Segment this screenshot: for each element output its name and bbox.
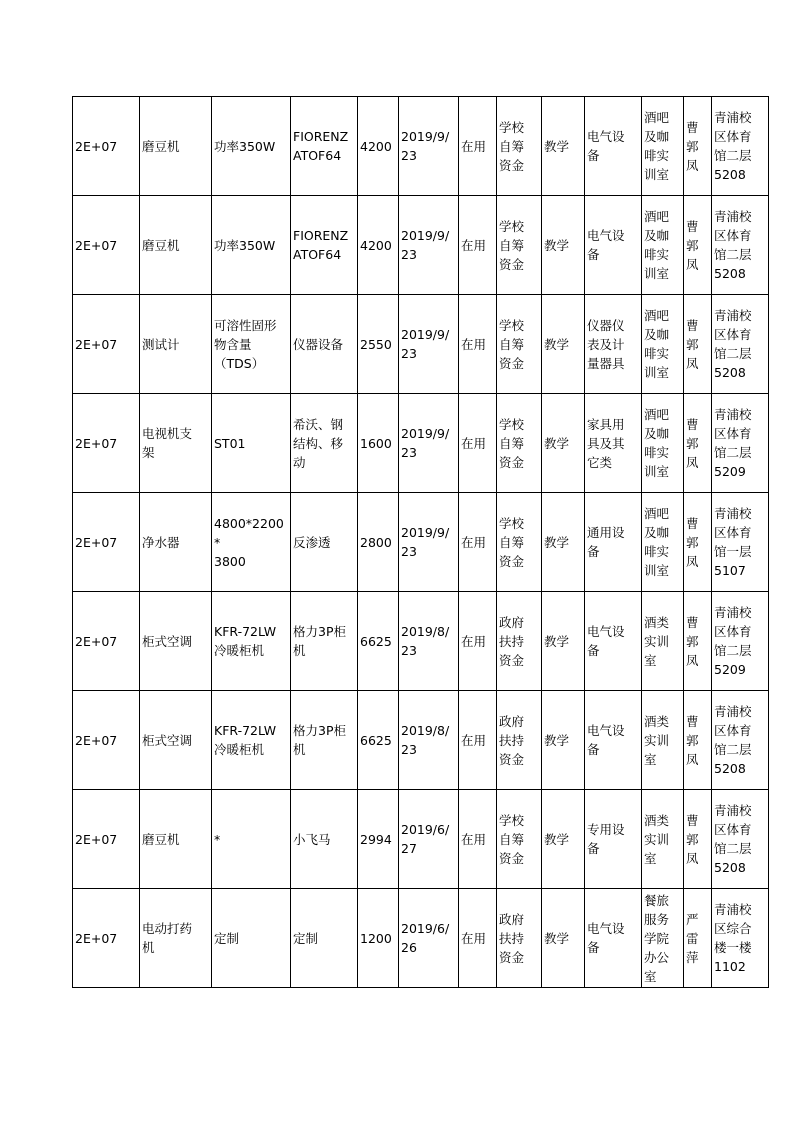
category-cell: 电气设 备 <box>585 889 642 988</box>
location-cell: 青浦校 区体育 馆二层 5208 <box>712 97 769 196</box>
status-cell: 在用 <box>459 295 497 394</box>
category-cell: 电气设 备 <box>585 196 642 295</box>
asset-name-cell: 电视机支 架 <box>140 394 212 493</box>
spec-cell: KFR-72LW 冷暖柜机 <box>212 691 291 790</box>
status-cell: 在用 <box>459 196 497 295</box>
usage-cell: 教学 <box>542 196 585 295</box>
category-cell: 电气设 备 <box>585 592 642 691</box>
status-cell: 在用 <box>459 691 497 790</box>
location-cell: 青浦校 区体育 馆二层 5208 <box>712 691 769 790</box>
category-cell: 电气设 备 <box>585 97 642 196</box>
usage-cell: 教学 <box>542 394 585 493</box>
table-row <box>73 691 769 790</box>
asset-code-cell: 2E+07 <box>73 196 140 295</box>
asset-name-cell: 测试计 <box>140 295 212 394</box>
location-cell: 青浦校 区综合 楼一楼 1102 <box>712 889 769 988</box>
asset-code-cell: 2E+07 <box>73 97 140 196</box>
asset-code-cell: 2E+07 <box>73 394 140 493</box>
spec-cell: * <box>212 790 291 889</box>
category-cell: 电气设 备 <box>585 691 642 790</box>
department-cell: 酒类 实训 室 <box>642 691 684 790</box>
asset-code-cell: 2E+07 <box>73 790 140 889</box>
location-cell: 青浦校 区体育 馆一层 5107 <box>712 493 769 592</box>
purchase-date-cell: 2019/9/ 23 <box>399 295 459 394</box>
funding-source-cell: 政府 扶持 资金 <box>497 691 542 790</box>
department-cell: 酒吧 及咖 啡实 训室 <box>642 295 684 394</box>
asset-name-cell: 电动打药 机 <box>140 889 212 988</box>
status-cell: 在用 <box>459 493 497 592</box>
status-cell: 在用 <box>459 889 497 988</box>
category-cell: 通用设 备 <box>585 493 642 592</box>
asset-code-cell: 2E+07 <box>73 295 140 394</box>
spec-cell: 4800*2200* 3800 <box>212 493 291 592</box>
location-cell: 青浦校 区体育 馆二层 5209 <box>712 592 769 691</box>
keeper-cell: 曹 郭 凤 <box>684 295 712 394</box>
table-row <box>73 196 769 295</box>
asset-name-cell: 磨豆机 <box>140 790 212 889</box>
purchase-date-cell: 2019/9/ 23 <box>399 394 459 493</box>
purchase-date-cell: 2019/8/ 23 <box>399 691 459 790</box>
usage-cell: 教学 <box>542 493 585 592</box>
table-row <box>73 592 769 691</box>
table-row <box>73 493 769 592</box>
spec-cell: 功率350W <box>212 196 291 295</box>
spec-cell: ST01 <box>212 394 291 493</box>
price-cell: 1600 <box>358 394 399 493</box>
model-cell: 反渗透 <box>291 493 358 592</box>
keeper-cell: 曹 郭 凤 <box>684 691 712 790</box>
spec-cell: 功率350W <box>212 97 291 196</box>
funding-source-cell: 学校 自筹 资金 <box>497 493 542 592</box>
model-cell: FIORENZ ATOF64 <box>291 97 358 196</box>
department-cell: 酒吧 及咖 啡实 训室 <box>642 493 684 592</box>
asset-code-cell: 2E+07 <box>73 493 140 592</box>
funding-source-cell: 学校 自筹 资金 <box>497 394 542 493</box>
asset-name-cell: 磨豆机 <box>140 196 212 295</box>
location-cell: 青浦校 区体育 馆二层 5208 <box>712 790 769 889</box>
department-cell: 酒吧 及咖 啡实 训室 <box>642 97 684 196</box>
location-cell: 青浦校 区体育 馆二层 5208 <box>712 295 769 394</box>
keeper-cell: 曹 郭 凤 <box>684 592 712 691</box>
keeper-cell: 曹 郭 凤 <box>684 493 712 592</box>
model-cell: FIORENZ ATOF64 <box>291 196 358 295</box>
table-row <box>73 97 769 196</box>
location-cell: 青浦校 区体育 馆二层 5208 <box>712 196 769 295</box>
price-cell: 4200 <box>358 97 399 196</box>
keeper-cell: 曹 郭 凤 <box>684 790 712 889</box>
model-cell: 仪器设备 <box>291 295 358 394</box>
table-row <box>73 889 769 988</box>
table-row <box>73 295 769 394</box>
price-cell: 6625 <box>358 691 399 790</box>
department-cell: 酒类 实训 室 <box>642 790 684 889</box>
asset-name-cell: 柜式空调 <box>140 691 212 790</box>
asset-table-body <box>73 97 769 988</box>
asset-code-cell: 2E+07 <box>73 889 140 988</box>
purchase-date-cell: 2019/8/ 23 <box>399 592 459 691</box>
price-cell: 2994 <box>358 790 399 889</box>
asset-code-cell: 2E+07 <box>73 691 140 790</box>
category-cell: 专用设 备 <box>585 790 642 889</box>
department-cell: 酒吧 及咖 啡实 训室 <box>642 394 684 493</box>
asset-name-cell: 净水器 <box>140 493 212 592</box>
usage-cell: 教学 <box>542 592 585 691</box>
model-cell: 格力3P柜 机 <box>291 691 358 790</box>
usage-cell: 教学 <box>542 691 585 790</box>
department-cell: 酒类 实训 室 <box>642 592 684 691</box>
usage-cell: 教学 <box>542 295 585 394</box>
funding-source-cell: 学校 自筹 资金 <box>497 196 542 295</box>
model-cell: 小飞马 <box>291 790 358 889</box>
price-cell: 2800 <box>358 493 399 592</box>
purchase-date-cell: 2019/6/ 27 <box>399 790 459 889</box>
asset-code-cell: 2E+07 <box>73 592 140 691</box>
department-cell: 酒吧 及咖 啡实 训室 <box>642 196 684 295</box>
purchase-date-cell: 2019/9/ 23 <box>399 196 459 295</box>
model-cell: 定制 <box>291 889 358 988</box>
spec-cell: KFR-72LW 冷暖柜机 <box>212 592 291 691</box>
asset-name-cell: 磨豆机 <box>140 97 212 196</box>
funding-source-cell: 政府 扶持 资金 <box>497 889 542 988</box>
category-cell: 仪器仪 表及计 量器具 <box>585 295 642 394</box>
usage-cell: 教学 <box>542 97 585 196</box>
status-cell: 在用 <box>459 592 497 691</box>
category-cell: 家具用 具及其 它类 <box>585 394 642 493</box>
price-cell: 1200 <box>358 889 399 988</box>
price-cell: 2550 <box>358 295 399 394</box>
funding-source-cell: 学校 自筹 资金 <box>497 97 542 196</box>
price-cell: 4200 <box>358 196 399 295</box>
status-cell: 在用 <box>459 97 497 196</box>
funding-source-cell: 学校 自筹 资金 <box>497 790 542 889</box>
keeper-cell: 曹 郭 凤 <box>684 394 712 493</box>
funding-source-cell: 学校 自筹 资金 <box>497 295 542 394</box>
price-cell: 6625 <box>358 592 399 691</box>
table-row <box>73 394 769 493</box>
model-cell: 格力3P柜 机 <box>291 592 358 691</box>
purchase-date-cell: 2019/6/ 26 <box>399 889 459 988</box>
location-cell: 青浦校 区体育 馆二层 5209 <box>712 394 769 493</box>
status-cell: 在用 <box>459 394 497 493</box>
usage-cell: 教学 <box>542 889 585 988</box>
status-cell: 在用 <box>459 790 497 889</box>
purchase-date-cell: 2019/9/ 23 <box>399 97 459 196</box>
keeper-cell: 曹 郭 凤 <box>684 97 712 196</box>
asset-name-cell: 柜式空调 <box>140 592 212 691</box>
department-cell: 餐旅 服务 学院 办公 室 <box>642 889 684 988</box>
funding-source-cell: 政府 扶持 资金 <box>497 592 542 691</box>
keeper-cell: 严 雷 萍 <box>684 889 712 988</box>
model-cell: 希沃、钢 结构、移 动 <box>291 394 358 493</box>
spec-cell: 定制 <box>212 889 291 988</box>
purchase-date-cell: 2019/9/ 23 <box>399 493 459 592</box>
usage-cell: 教学 <box>542 790 585 889</box>
table-row <box>73 790 769 889</box>
spec-cell: 可溶性固形 物含量 （TDS） <box>212 295 291 394</box>
asset-table <box>72 96 769 988</box>
keeper-cell: 曹 郭 凤 <box>684 196 712 295</box>
